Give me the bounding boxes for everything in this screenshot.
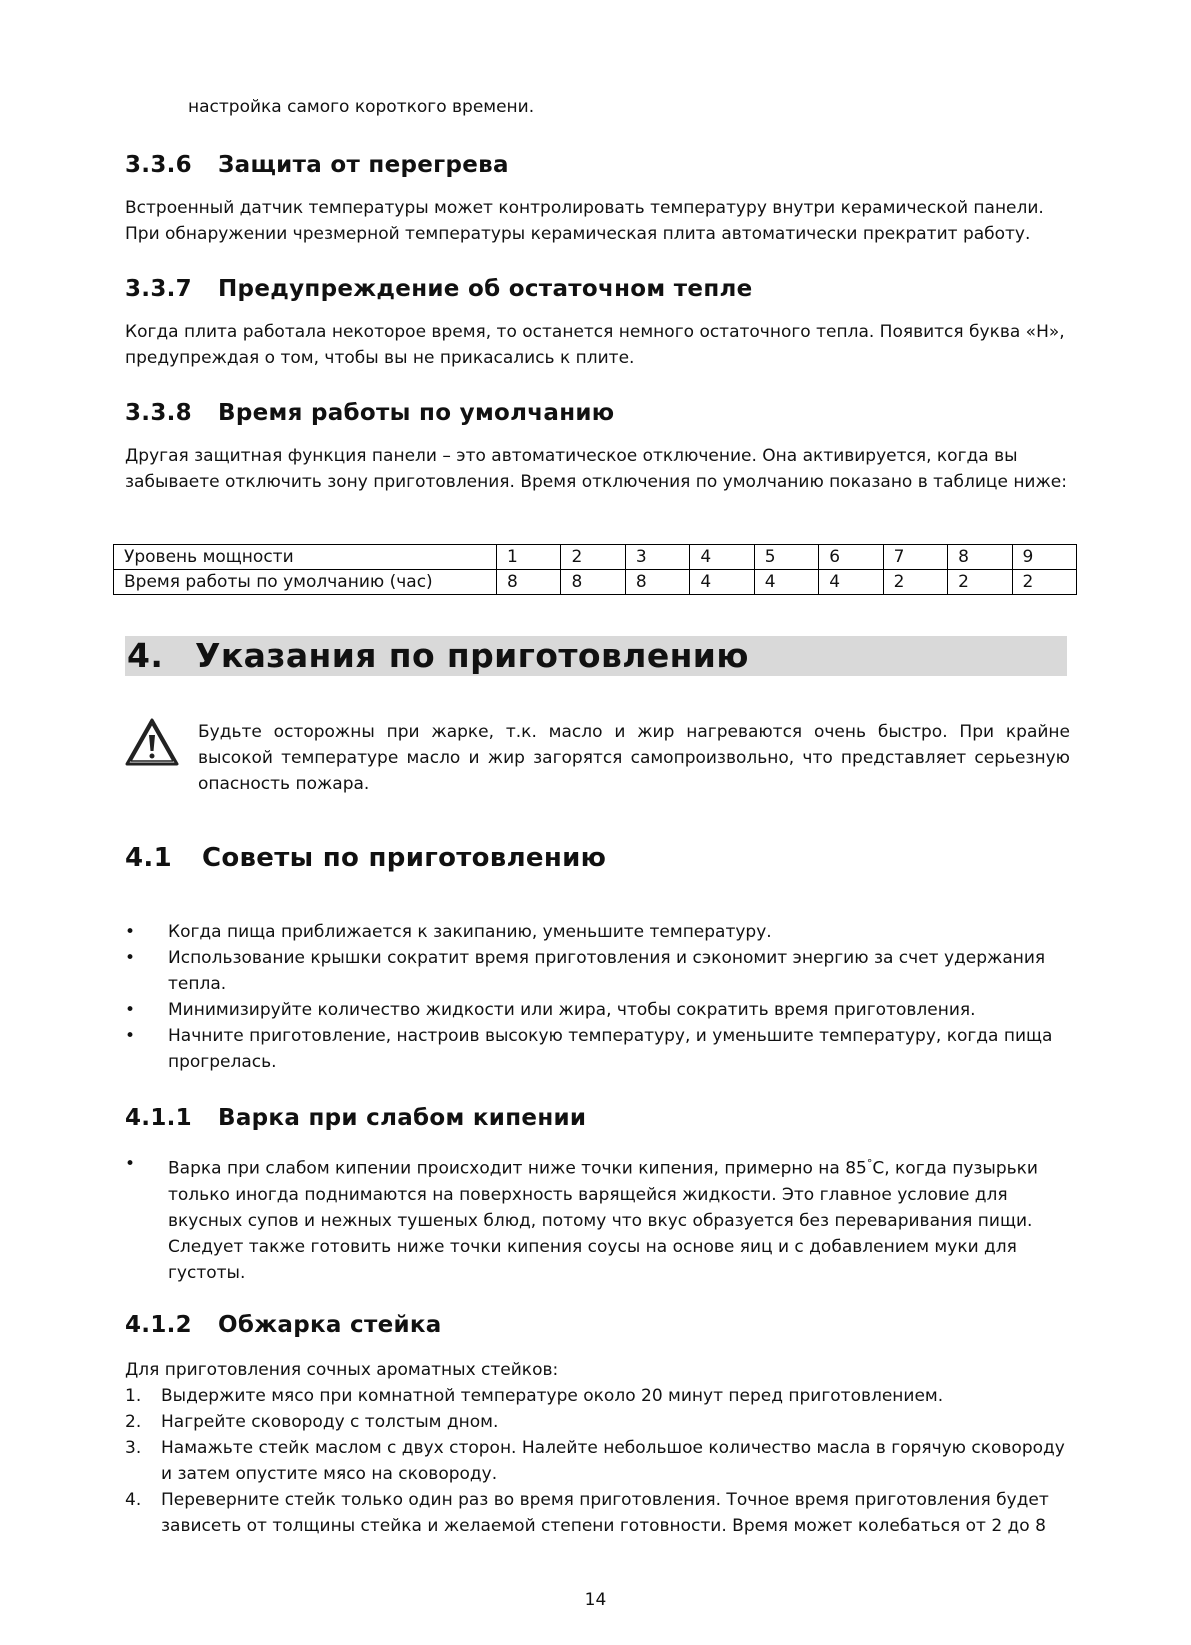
- section-body-3-3-8: Другая защитная функция панели – это автоматическое отключение. Она активируется, когда вы забываете отключить зону приготовления. Время отключения по умолчанию показано в таблице ниже:: [125, 446, 1067, 492]
- section-heading-4-1: [125, 843, 606, 873]
- table-cell: 2: [948, 570, 1012, 595]
- step-number: 4.: [125, 1490, 142, 1510]
- table-cell: 6: [819, 545, 883, 570]
- step-number: 2.: [125, 1412, 142, 1432]
- list-item: 3. Намажьте стейк маслом с двух сторон. Налейте небольшое количество масла в горячую сковороду и затем опустите мясо на сковороду.: [125, 1435, 1070, 1487]
- section-title: Советы по приготовлению: [202, 843, 607, 873]
- section-number: 3.3.7: [125, 276, 192, 302]
- step-number: 3.: [125, 1438, 142, 1458]
- section-title: Обжарка стейка: [218, 1312, 442, 1338]
- table-cell: 8: [948, 545, 1012, 570]
- chapter-number: 4.: [127, 636, 164, 675]
- list-item: • Начните приготовление, настроив высокую температуру, и уменьшите температуру, когда пища прогрелась.: [125, 1023, 1070, 1075]
- chapter-heading-4: [125, 636, 1067, 676]
- table-cell: 4: [819, 570, 883, 595]
- steak-intro: Для приготовления сочных ароматных стейков:: [125, 1360, 559, 1380]
- bullet-icon: •: [125, 948, 136, 968]
- section-number: 4.1.1: [125, 1105, 192, 1131]
- table-cell: 2: [1012, 570, 1077, 595]
- table-cell: 8: [625, 570, 689, 595]
- default-time-table: [113, 544, 1077, 595]
- chapter-heading-bar: [125, 636, 1067, 676]
- page-number: 14: [584, 1590, 607, 1610]
- section-title: Предупреждение об остаточном тепле: [218, 276, 753, 302]
- list-item: 2. Нагрейте сковороду с толстым дном.: [125, 1409, 1070, 1435]
- table-cell: 7: [883, 545, 947, 570]
- section-number: 3.3.6: [125, 152, 192, 178]
- table-cell: 1: [497, 545, 561, 570]
- bullet-icon: •: [125, 1154, 136, 1174]
- section-heading-3-3-8: [125, 400, 614, 426]
- table-cell: 8: [561, 570, 625, 595]
- simmer-list: [125, 1151, 1070, 1286]
- table-row: [114, 545, 1077, 570]
- table-cell: 4: [690, 570, 754, 595]
- bullet-icon: •: [125, 1000, 136, 1020]
- section-heading-3-3-7: [125, 276, 753, 302]
- section-body-3-3-7: Когда плита работала некоторое время, то останется немного остаточного тепла. Появится буква «H», предупреждая о том, чтобы вы не прикасались к плите.: [125, 322, 1065, 368]
- table-cell: 5: [754, 545, 818, 570]
- section-heading-4-1-2: [125, 1312, 442, 1338]
- table-cell: 3: [625, 545, 689, 570]
- table-cell: 2: [883, 570, 947, 595]
- list-item: • Использование крышки сократит время приготовления и сэкономит энергию за счет удержания тепла.: [125, 945, 1070, 997]
- bullet-icon: •: [125, 1026, 136, 1046]
- table-cell-label: Уровень мощности: [114, 545, 497, 570]
- list-item: 1. Выдержите мясо при комнатной температуре около 20 минут перед приготовлением.: [125, 1383, 1070, 1409]
- section-number: 3.3.8: [125, 400, 192, 426]
- warning-triangle-icon: [125, 717, 179, 767]
- section-title: Варка при слабом кипении: [218, 1105, 587, 1131]
- table-cell: 4: [754, 570, 818, 595]
- table-cell: 8: [497, 570, 561, 595]
- table-cell-label: Время работы по умолчанию (час): [114, 570, 497, 595]
- section-number: 4.1: [125, 843, 172, 873]
- chapter-title: Указания по приготовлению: [195, 636, 749, 675]
- step-number: 1.: [125, 1386, 142, 1406]
- table-cell: 2: [561, 545, 625, 570]
- list-item: • Варка при слабом кипении происходит ниже точки кипения, примерно на 85°C, когда пузырьки только иногда поднимаются на поверхность варящейся жидкости. Это главное условие для вкусных супов и нежных тушеных блюд, потому что вкус образуется без переваривания пищи. Следует также готовить ниже точки кипения соусы на основе яиц и с добавлением муки для густоты.: [125, 1151, 1070, 1286]
- section-title: Защита от перегрева: [218, 152, 509, 178]
- table-cell: 9: [1012, 545, 1077, 570]
- list-item: • Минимизируйте количество жидкости или жира, чтобы сократить время приготовления.: [125, 997, 1070, 1023]
- table-cell: 4: [690, 545, 754, 570]
- continued-text: настройка самого короткого времени.: [188, 97, 535, 117]
- table-row: [114, 570, 1077, 595]
- section-heading-3-3-6: [125, 152, 509, 178]
- section-body-3-3-6: Встроенный датчик температуры может контролировать температуру внутри керамической панели. При обнаружении чрезмерной температуры керамическая плита автоматически прекратит работу.: [125, 198, 1044, 244]
- bullet-icon: •: [125, 922, 136, 942]
- section-heading-4-1-1: [125, 1105, 586, 1131]
- list-item: 4. Переверните стейк только один раз во время приготовления. Точное время приготовления будет зависеть от толщины стейка и желаемой степени готовности. Время может колебаться от 2 до 8: [125, 1487, 1070, 1539]
- steak-steps: [125, 1383, 1070, 1539]
- warning-text: Будьте осторожны при жарке, т.к. масло и жир нагреваются очень быстро. При крайне высокой температуре масло и жир загорятся самопроизвольно, что представляет серьезную опасность пожара.: [198, 722, 1070, 794]
- tips-list: [125, 919, 1070, 1075]
- section-title: Время работы по умолчанию: [218, 400, 615, 426]
- section-number: 4.1.2: [125, 1312, 192, 1338]
- list-item: • Когда пища приближается к закипанию, уменьшите температуру.: [125, 919, 1070, 945]
- degree-sign: °: [866, 1157, 873, 1170]
